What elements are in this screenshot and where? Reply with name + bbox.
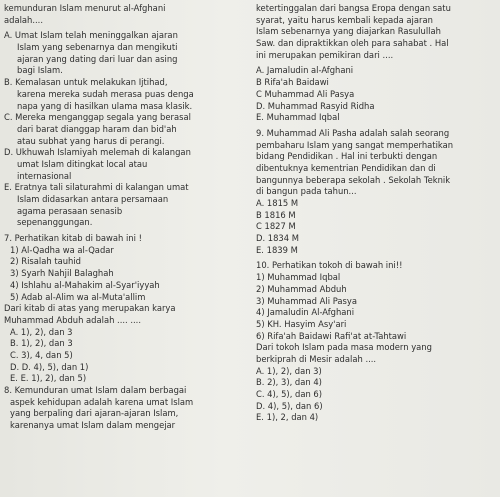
text-line: 8. Kemunduran umat Islam dalam berbagai xyxy=(4,385,187,395)
text-line: E. 1839 M xyxy=(256,244,298,255)
text-line: D. 1834 M xyxy=(256,233,299,244)
text-line: ajaran yang dating dari luar dan asing xyxy=(17,53,178,64)
text-line: C. 4), 5), dan 6) xyxy=(256,389,323,399)
text-line: 4) Jamaludin Al-Afghani xyxy=(256,307,355,318)
text-line: kemunduran Islam menurut al-Afghani xyxy=(4,3,166,13)
text-line: C. 3), 4, dan 5) xyxy=(10,349,73,360)
text-line: 9. Muhammad Ali Pasha adalah salah seorang xyxy=(256,127,450,138)
text-line: Muhammad Abduh adalah .... .... xyxy=(4,314,142,325)
text-line: E. Muhammad Iqbal xyxy=(256,112,340,123)
text-line: Islam yang sebenarnya dan mengikuti xyxy=(17,42,178,53)
text-line: sepenanggungan. xyxy=(17,217,93,228)
text-line: 2) Muhammad Abduh xyxy=(256,283,347,294)
text-line: yang berpaling dari ajaran-ajaran Islam, xyxy=(10,408,179,419)
text-line: B. Kemalasan untuk melakukan Ijtihad, xyxy=(4,77,168,88)
text-line: di bangun pada tahun... xyxy=(256,186,357,197)
text-line: 2) Risalah tauhid xyxy=(10,256,82,267)
text-line: A. 1), 2), dan 3 xyxy=(10,326,73,337)
text-line: bagi Islam. xyxy=(17,65,63,76)
text-line: agama perasaan senasib xyxy=(17,205,123,216)
text-line: Dari kitab di atas yang merupakan karya xyxy=(4,303,176,314)
text-line: A. Umat Islam telah meninggalkan ajaran xyxy=(4,30,178,41)
text-line: ini merupakan pemikiran dari .... xyxy=(256,49,394,60)
text-line: karenanya umat Islam dalam mengejar xyxy=(10,420,176,431)
text-line: E. 1), 2, dan 4) xyxy=(256,412,319,423)
text-line: 6) Rifa'ah Baidawi Rafi'at at-Tahtawi xyxy=(256,330,407,341)
text-line: A. 1815 M xyxy=(256,198,299,208)
text-line: 1) Muhammad Iqbal xyxy=(256,272,341,283)
text-line: C. Mereka menganggap segala yang berasal xyxy=(4,112,191,123)
text-line: A. Jamaludin al-Afghani xyxy=(256,65,354,76)
left-text-column xyxy=(4,3,246,432)
text-line: B 1816 M xyxy=(256,209,296,220)
text-line: bidang Pendidikan . Hal ini terbukti dengan xyxy=(256,151,438,162)
text-line: E. E. 1), 2), dan 5) xyxy=(10,373,87,384)
text-line: dari barat dianggap haram dan bid'ah xyxy=(17,123,177,134)
text-line: napa yang di hasilkan ulama masa klasik. xyxy=(17,100,193,111)
text-line: Dari tokoh Islam pada masa modern yang xyxy=(256,342,432,353)
text-line: E. Eratnya tali silaturahmi di kalangan umat xyxy=(4,182,189,193)
text-line: 1) Al-Qadha wa al-Qadar xyxy=(10,244,114,255)
text-line: Islam didasarkan antara persamaan xyxy=(17,194,169,204)
text-line: C Muhammad Ali Pasya xyxy=(256,88,355,99)
text-line: syarat, yaitu harus kembali kepada ajaran xyxy=(256,14,433,25)
text-line: 4) Ishlahu al-Mahakim al-Syar'iyyah xyxy=(10,279,160,290)
text-line: pembaharu Islam yang sangat memperhatikan xyxy=(256,139,454,150)
text-line: A. 1), 2), dan 3) xyxy=(256,365,322,376)
text-line: Saw. dan dipraktikkan oleh para sahabat . Hal xyxy=(256,38,449,49)
text-line: atau subhat yang harus di perangi. xyxy=(17,135,165,146)
text-line: umat Islam ditingkat local atau xyxy=(17,158,148,169)
text-line: 3) Muhammad Ali Pasya xyxy=(256,295,357,306)
text-line: 5) Adab al-Alim wa al-Muta'allim xyxy=(10,291,146,302)
text-line: berkiprah di Mesir adalah .... xyxy=(256,353,377,364)
text-line: 7. Perhatikan kitab di bawah ini ! xyxy=(4,233,142,244)
text-line: 3) Syarh Nahjil Balaghah xyxy=(10,268,114,279)
text-line: karena mereka sudah merasa puas denga xyxy=(17,88,194,99)
text-line: D. Muhammad Rasyid Ridha xyxy=(256,100,375,111)
text-line: ketertinggalan dari bangsa Eropa dengan satu xyxy=(256,3,451,13)
text-line: 10. Perhatikan tokoh di bawah ini!! xyxy=(256,260,403,271)
text-line: C 1827 M xyxy=(256,221,296,232)
text-line: B. 1), 2), dan 3 xyxy=(10,338,73,349)
text-line: bangunnya beberapa sekolah . Sekolah Teknik xyxy=(256,174,451,185)
text-line: 5) KH. Hasyim Asy'ari xyxy=(256,318,347,329)
text-line: dibentuknya kementrian Pendidikan dan di xyxy=(256,162,436,173)
text-line: adalah.... xyxy=(4,14,43,25)
right-text-column xyxy=(256,3,496,424)
text-line: D. 4), 5), dan 6) xyxy=(256,400,323,411)
text-line: internasional xyxy=(17,170,72,181)
text-line: B Rifa'ah Baidawi xyxy=(256,77,329,88)
text-line: aspek kehidupan adalah karena umat Islam xyxy=(10,396,194,407)
text-line: Islam sebenarnya yang diajarkan Rasulullah xyxy=(256,26,441,37)
text-line: D. Ukhuwah Islamiyah melemah di kalangan xyxy=(4,147,191,158)
text-line: D. D. 4), 5), dan 1) xyxy=(10,361,89,372)
text-line: B. 2), 3), dan 4) xyxy=(256,377,322,388)
